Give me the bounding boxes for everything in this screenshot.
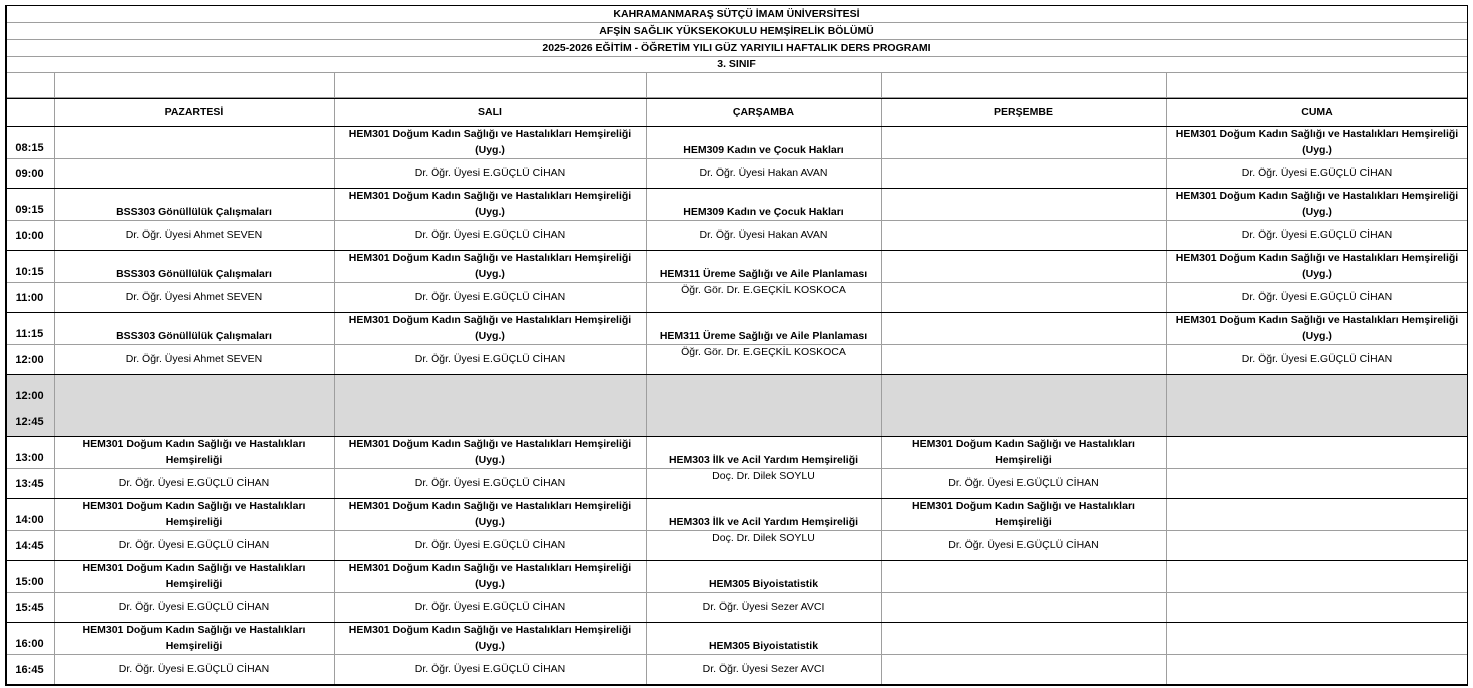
course-title: BSS303 Gönüllülük Çalışmaları <box>116 330 272 342</box>
course-title: HEM303 İlk ve Acil Yardım Hemşireliği <box>668 516 859 528</box>
course-instructor: Dr. Öğr. Üyesi E.GÜÇLÜ CİHAN <box>414 229 566 241</box>
course-instructor: Dr. Öğr. Üyesi E.GÜÇLÜ CİHAN <box>414 291 566 303</box>
slot-end-time: 12:45 <box>15 416 44 428</box>
course-title: HEM303 İlk ve Acil Yardım Hemşireliği <box>668 454 859 466</box>
course-title <box>881 622 1166 654</box>
course-instructor: Dr. Öğr. Üyesi E.GÜÇLÜ CİHAN <box>414 353 566 365</box>
course-title <box>334 374 646 406</box>
course-instructor <box>881 344 1166 374</box>
course-title <box>881 250 1166 282</box>
slot-start-time: 09:15 <box>15 204 44 216</box>
course-instructor <box>334 406 646 436</box>
slot-end-time: 15:45 <box>15 602 44 614</box>
course-title <box>881 188 1166 220</box>
course-instructor: Öğr. Gör. Dr. E.GEÇKİL KOSKOCA <box>681 284 846 296</box>
course-instructor <box>1166 468 1468 498</box>
day-header-5: CUMA <box>1301 106 1333 118</box>
course-instructor: Dr. Öğr. Üyesi Sezer AVCI <box>702 601 825 613</box>
slot-start-time: 15:00 <box>15 576 44 588</box>
course-instructor: Dr. Öğr. Üyesi Ahmet SEVEN <box>125 229 263 241</box>
course-instructor <box>881 220 1166 250</box>
course-title: HEM301 Doğum Kadın Sağlığı ve Hastalıkları Hemşireliği (Uyg.) <box>348 190 632 218</box>
course-instructor: Dr. Öğr. Üyesi Hakan AVAN <box>699 229 828 241</box>
course-instructor <box>54 406 334 436</box>
grid-line <box>1166 72 1167 685</box>
border-line <box>5 436 1468 437</box>
course-instructor <box>1166 592 1468 622</box>
slot-end-time: 12:00 <box>15 354 44 366</box>
header-line-4: 3. SINIF <box>717 58 756 70</box>
course-title: HEM301 Doğum Kadın Sağlığı ve Hastalıkları Hemşireliği (Uyg.) <box>348 500 632 528</box>
grid-line <box>5 56 1468 57</box>
course-title <box>1166 560 1468 592</box>
border-line <box>5 374 1468 375</box>
course-instructor <box>881 406 1166 436</box>
slot-start-time: 10:15 <box>15 266 44 278</box>
grid-line <box>5 22 1468 23</box>
day-header-1: PAZARTESİ <box>164 106 224 118</box>
day-header-2: SALI <box>478 106 502 118</box>
grid-line <box>5 158 1468 159</box>
header-line-2: AFŞİN SAĞLIK YÜKSEKOKULU HEMŞİRELİK BÖLÜMÜ <box>599 24 874 37</box>
course-title: HEM301 Doğum Kadın Sağlığı ve Hastalıkları Hemşireliği (Uyg.) <box>1175 314 1459 342</box>
border-line <box>5 98 1468 99</box>
grid-line <box>54 72 55 685</box>
course-instructor: Dr. Öğr. Üyesi E.GÜÇLÜ CİHAN <box>414 167 566 179</box>
course-instructor: Dr. Öğr. Üyesi E.GÜÇLÜ CİHAN <box>1241 167 1393 179</box>
course-instructor: Doç. Dr. Dilek SOYLU <box>712 470 815 482</box>
grid-line <box>5 344 1468 345</box>
slot-end-time: 14:45 <box>15 540 44 552</box>
course-title <box>1166 374 1468 406</box>
course-instructor <box>646 406 881 436</box>
course-instructor: Dr. Öğr. Üyesi Sezer AVCI <box>702 663 825 675</box>
border-line <box>5 5 7 685</box>
schedule-sheet <box>5 5 1468 685</box>
header-line-1: KAHRAMANMARAŞ SÜTÇÜ İMAM ÜNİVERSİTESİ <box>613 7 860 20</box>
course-title: HEM305 Biyoistatistik <box>708 578 819 590</box>
grid-line <box>5 282 1468 283</box>
course-title <box>881 560 1166 592</box>
course-instructor: Doç. Dr. Dilek SOYLU <box>712 532 815 544</box>
grid-line <box>5 72 1468 73</box>
course-title: HEM301 Doğum Kadın Sağlığı ve Hastalıkları Hemşireliği (Uyg.) <box>348 252 632 280</box>
course-title <box>646 374 881 406</box>
course-title <box>1166 498 1468 530</box>
slot-end-time: 09:00 <box>15 168 44 180</box>
border-line <box>5 560 1468 561</box>
course-title <box>881 126 1166 158</box>
grid-line <box>334 72 335 685</box>
slot-start-time: 12:00 <box>15 390 44 402</box>
day-header-3: ÇARŞAMBA <box>732 106 795 118</box>
grid-line <box>646 72 647 685</box>
slot-end-time: 16:45 <box>15 664 44 676</box>
course-title: HEM301 Doğum Kadın Sağlığı ve Hastalıkları Hemşireliği <box>82 500 306 528</box>
border-line <box>5 684 1468 686</box>
course-title: HEM301 Doğum Kadın Sağlığı ve Hastalıkları Hemşireliği (Uyg.) <box>348 314 632 342</box>
slot-start-time: 11:15 <box>15 328 44 340</box>
course-instructor: Dr. Öğr. Üyesi E.GÜÇLÜ CİHAN <box>1241 229 1393 241</box>
grid-line <box>5 654 1468 655</box>
course-instructor <box>54 158 334 188</box>
day-header-4: PERŞEMBE <box>994 106 1053 118</box>
course-instructor: Öğr. Gör. Dr. E.GEÇKİL KOSKOCA <box>681 346 846 358</box>
course-title: HEM301 Doğum Kadın Sağlığı ve Hastalıkları Hemşireliği (Uyg.) <box>1175 128 1459 156</box>
course-title: HEM301 Doğum Kadın Sağlığı ve Hastalıkları Hemşireliği (Uyg.) <box>348 128 632 156</box>
course-title: HEM301 Doğum Kadın Sağlığı ve Hastalıkları Hemşireliği (Uyg.) <box>1175 252 1459 280</box>
border-line <box>5 188 1468 189</box>
course-title <box>881 312 1166 344</box>
header-line-3: 2025-2026 EĞİTİM - ÖĞRETİM YILI GÜZ YARIYILI HAFTALIK DERS PROGRAMI <box>542 41 931 54</box>
course-instructor: Dr. Öğr. Üyesi E.GÜÇLÜ CİHAN <box>1241 353 1393 365</box>
course-instructor <box>1166 530 1468 560</box>
course-instructor: Dr. Öğr. Üyesi Ahmet SEVEN <box>125 353 263 365</box>
course-instructor: Dr. Öğr. Üyesi Ahmet SEVEN <box>125 291 263 303</box>
slot-end-time: 10:00 <box>15 230 44 242</box>
course-instructor <box>881 654 1166 684</box>
slot-start-time: 13:00 <box>15 452 44 464</box>
course-title <box>54 126 334 158</box>
course-instructor <box>881 158 1166 188</box>
course-title: HEM301 Doğum Kadın Sağlığı ve Hastalıkları Hemşireliği (Uyg.) <box>1175 190 1459 218</box>
grid-line <box>5 220 1468 221</box>
course-instructor: Dr. Öğr. Üyesi E.GÜÇLÜ CİHAN <box>948 477 1099 489</box>
course-title <box>54 374 334 406</box>
grid-line <box>5 530 1468 531</box>
border-line <box>5 5 1468 6</box>
course-instructor: Dr. Öğr. Üyesi E.GÜÇLÜ CİHAN <box>118 539 270 551</box>
course-title: HEM301 Doğum Kadın Sağlığı ve Hastalıkları Hemşireliği (Uyg.) <box>348 624 632 652</box>
slot-start-time: 14:00 <box>15 514 44 526</box>
course-instructor: Dr. Öğr. Üyesi E.GÜÇLÜ CİHAN <box>414 601 566 613</box>
slot-end-time: 11:00 <box>15 292 44 304</box>
course-instructor: Dr. Öğr. Üyesi Hakan AVAN <box>699 167 828 179</box>
course-title <box>1166 622 1468 654</box>
course-title: HEM301 Doğum Kadın Sağlığı ve Hastalıkları Hemşireliği (Uyg.) <box>348 438 632 466</box>
course-title <box>881 374 1166 406</box>
course-title <box>1166 436 1468 468</box>
slot-start-time: 16:00 <box>15 638 44 650</box>
course-title: HEM309 Kadın ve Çocuk Hakları <box>683 206 844 218</box>
course-instructor: Dr. Öğr. Üyesi E.GÜÇLÜ CİHAN <box>414 663 566 675</box>
course-instructor <box>881 592 1166 622</box>
course-instructor: Dr. Öğr. Üyesi E.GÜÇLÜ CİHAN <box>1241 291 1393 303</box>
border-line <box>5 250 1468 251</box>
course-title: HEM309 Kadın ve Çocuk Hakları <box>683 144 844 156</box>
course-title: BSS303 Gönüllülük Çalışmaları <box>116 206 272 218</box>
course-title: HEM301 Doğum Kadın Sağlığı ve Hastalıkları Hemşireliği <box>82 438 306 466</box>
slot-start-time: 08:15 <box>15 142 44 154</box>
border-line <box>5 312 1468 313</box>
slot-end-time: 13:45 <box>15 478 44 490</box>
course-instructor: Dr. Öğr. Üyesi E.GÜÇLÜ CİHAN <box>414 477 566 489</box>
course-title: HEM301 Doğum Kadın Sağlığı ve Hastalıkları Hemşireliği <box>912 438 1135 466</box>
course-title: HEM301 Doğum Kadın Sağlığı ve Hastalıkları Hemşireliği (Uyg.) <box>348 562 632 590</box>
course-title: HEM305 Biyoistatistik <box>708 640 819 652</box>
grid-line <box>5 39 1468 40</box>
grid-line <box>5 592 1468 593</box>
course-instructor: Dr. Öğr. Üyesi E.GÜÇLÜ CİHAN <box>118 601 270 613</box>
course-instructor: Dr. Öğr. Üyesi E.GÜÇLÜ CİHAN <box>414 539 566 551</box>
course-title: HEM311 Üreme Sağlığı ve Aile Planlaması <box>659 268 868 280</box>
grid-line <box>881 72 882 685</box>
course-instructor <box>1166 654 1468 684</box>
border-line <box>5 498 1468 499</box>
border-line <box>5 126 1468 127</box>
course-instructor: Dr. Öğr. Üyesi E.GÜÇLÜ CİHAN <box>118 663 270 675</box>
border-line <box>5 622 1468 623</box>
course-title: HEM301 Doğum Kadın Sağlığı ve Hastalıkları Hemşireliği <box>82 562 306 590</box>
course-title: HEM311 Üreme Sağlığı ve Aile Planlaması <box>659 330 868 342</box>
grid-line <box>5 468 1468 469</box>
course-instructor <box>881 282 1166 312</box>
course-instructor <box>1166 406 1468 436</box>
course-instructor: Dr. Öğr. Üyesi E.GÜÇLÜ CİHAN <box>118 477 270 489</box>
course-title: HEM301 Doğum Kadın Sağlığı ve Hastalıkları Hemşireliği <box>912 500 1135 528</box>
course-title: HEM301 Doğum Kadın Sağlığı ve Hastalıkları Hemşireliği <box>82 624 306 652</box>
course-instructor: Dr. Öğr. Üyesi E.GÜÇLÜ CİHAN <box>948 539 1099 551</box>
course-title: BSS303 Gönüllülük Çalışmaları <box>116 268 272 280</box>
border-line <box>1467 5 1469 685</box>
